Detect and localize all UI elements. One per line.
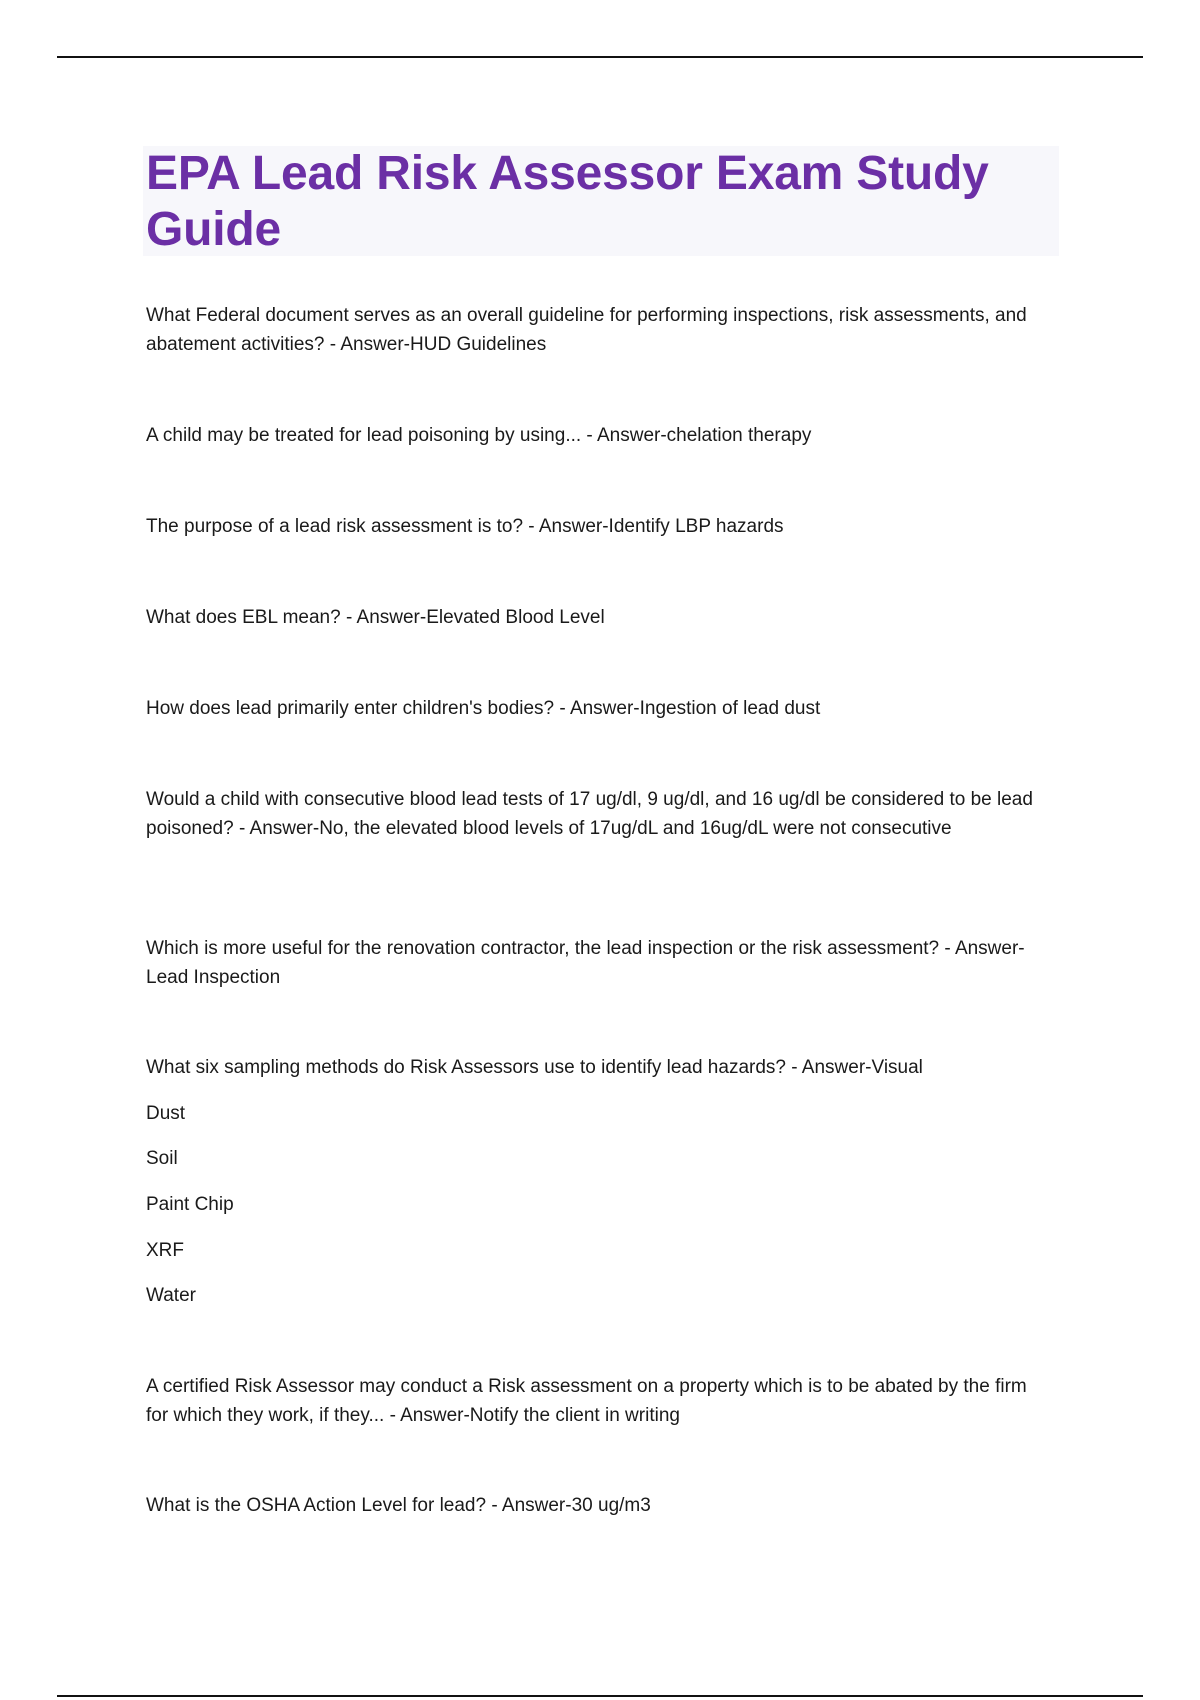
sampling-method-item: Paint Chip: [146, 1194, 234, 1215]
qa-item: Would a child with consecutive blood lead tests of 17 ug/dl, 9 ug/dl, and 16 ug/dl be considered to be lead poisoned? - Answer-No, the elevated blood levels of 17ug/dL and 16ug/dL were not consecutive: [146, 789, 1033, 839]
sampling-method-item: Soil: [146, 1148, 178, 1169]
top-rule: [57, 56, 1143, 58]
title-banner: [143, 146, 1059, 256]
sampling-method-item: XRF: [146, 1240, 184, 1261]
qa-item: The purpose of a lead risk assessment is to? - Answer-Identify LBP hazards: [146, 516, 784, 537]
sampling-method-item: Dust: [146, 1103, 186, 1124]
qa-item: What is the OSHA Action Level for lead? - Answer-30 ug/m3: [146, 1495, 651, 1516]
qa-item: How does lead primarily enter children's bodies? - Answer-Ingestion of lead dust: [146, 698, 821, 719]
qa-item: What Federal document serves as an overall guideline for performing inspections, risk assessments, and abatement activities? - Answer-HUD Guidelines: [146, 305, 1027, 355]
qa-item: Which is more useful for the renovation contractor, the lead inspection or the risk assessment? - Answer-Lead Inspection: [146, 938, 1025, 988]
qa-item: A certified Risk Assessor may conduct a Risk assessment on a property which is to be abated by the firm for which they work, if they... - Answer-Notify the client in writing: [146, 1376, 1027, 1426]
qa-item: A child may be treated for lead poisoning by using... - Answer-chelation therapy: [146, 425, 812, 446]
bottom-rule: [57, 1695, 1143, 1697]
qa-item: What does EBL mean? - Answer-Elevated Blood Level: [146, 607, 605, 628]
document-title: EPA Lead Risk Assessor Exam Study Guide: [146, 147, 989, 256]
sampling-method-item: Water: [146, 1285, 196, 1306]
qa-item: What six sampling methods do Risk Assessors use to identify lead hazards? - Answer-Visual: [146, 1057, 923, 1078]
